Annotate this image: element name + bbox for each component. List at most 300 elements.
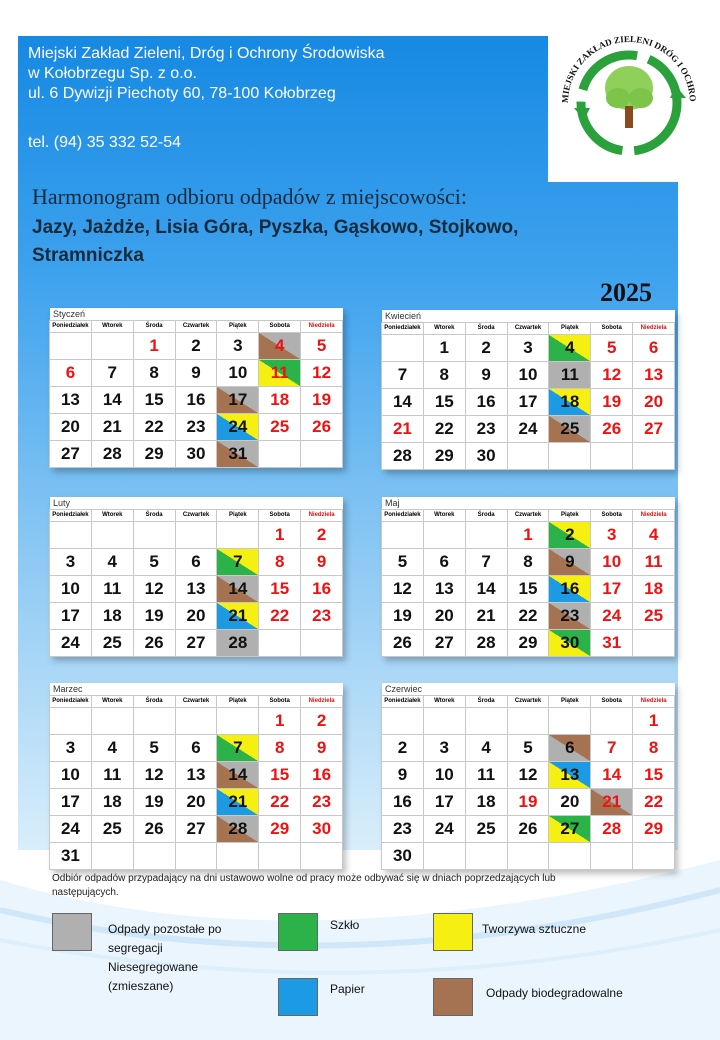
day-cell	[423, 521, 466, 549]
legend-label-glass: Szkło	[330, 918, 360, 932]
day-number: 13	[560, 765, 580, 784]
day-cell	[507, 442, 550, 470]
day-cell	[465, 548, 508, 576]
day-number: 8	[439, 365, 449, 384]
week-row	[50, 333, 343, 360]
week-row	[382, 789, 675, 816]
day-cell	[91, 575, 134, 603]
weekday-label: Środa	[133, 695, 176, 708]
legend-text: (zmieszane)	[108, 979, 174, 993]
day-number: 13	[644, 365, 664, 384]
day-cell	[423, 602, 466, 630]
day-cell	[423, 629, 466, 657]
day-cell	[175, 332, 218, 360]
day-number: 4	[481, 738, 491, 757]
day-number: 12	[602, 365, 622, 384]
day-number: 5	[606, 338, 617, 357]
day-number: 26	[312, 417, 332, 436]
legend-swatch-mixed	[52, 913, 92, 951]
weekday-label: Czwartek	[175, 695, 218, 708]
day-number: 18	[476, 792, 496, 811]
weekday-label: Środa	[133, 320, 176, 333]
day-number: 22	[270, 792, 290, 811]
day-cell	[49, 788, 92, 816]
day-cell	[258, 761, 301, 789]
day-cell	[507, 575, 550, 603]
day-number: 10	[434, 765, 454, 784]
day-cell	[216, 629, 259, 657]
week-row	[50, 603, 343, 630]
month-name: Kwiecień	[382, 310, 675, 323]
day-number: 11	[103, 579, 122, 598]
day-number: 21	[228, 792, 248, 811]
week-row	[382, 843, 675, 870]
day-cell	[632, 761, 675, 789]
day-cell	[258, 386, 301, 414]
calendar-month	[50, 497, 343, 657]
day-cell	[465, 815, 508, 843]
day-number: 13	[186, 579, 206, 598]
weekday-label: Niedziela	[300, 695, 343, 708]
week-row	[50, 789, 343, 816]
day-cell	[49, 575, 92, 603]
day-cell	[548, 707, 591, 735]
day-number: 17	[434, 792, 454, 811]
day-number: 9	[191, 363, 201, 382]
day-number: 15	[434, 392, 454, 411]
day-number: 12	[312, 363, 332, 382]
day-cell	[49, 761, 92, 789]
day-number: 23	[560, 606, 580, 625]
day-cell	[258, 359, 301, 387]
day-number: 22	[144, 417, 164, 436]
day-number: 31	[60, 846, 80, 865]
day-cell	[632, 415, 675, 443]
day-cell	[465, 334, 508, 362]
week-row	[50, 441, 343, 468]
day-number: 10	[60, 765, 80, 784]
day-number: 7	[397, 365, 408, 384]
month-name: Marzec	[50, 683, 343, 696]
day-cell	[300, 413, 343, 441]
day-number: 20	[186, 792, 206, 811]
month-name: Styczeń	[50, 308, 343, 321]
day-number: 10	[60, 579, 80, 598]
week-row	[50, 576, 343, 603]
day-number: 21	[228, 606, 248, 625]
day-cell	[258, 629, 301, 657]
day-cell	[507, 761, 550, 789]
day-cell	[507, 815, 550, 843]
day-number: 15	[644, 765, 664, 784]
day-cell	[91, 440, 134, 468]
day-number: 22	[270, 606, 290, 625]
day-cell	[632, 788, 675, 816]
week-row	[382, 362, 675, 389]
day-cell	[632, 521, 675, 549]
day-number: 14	[602, 765, 622, 784]
day-number: 30	[392, 846, 412, 865]
day-number: 22	[644, 792, 664, 811]
day-number: 12	[144, 765, 164, 784]
weekday-label: Piątek	[216, 509, 259, 522]
day-cell	[133, 575, 176, 603]
day-cell	[465, 521, 508, 549]
day-cell	[507, 788, 550, 816]
day-cell	[465, 415, 508, 443]
day-cell	[175, 602, 218, 630]
day-number: 5	[149, 552, 159, 571]
day-cell	[49, 521, 92, 549]
day-number: 2	[565, 525, 575, 544]
week-row	[50, 387, 343, 414]
day-cell	[632, 388, 675, 416]
day-cell	[49, 413, 92, 441]
day-cell	[175, 788, 218, 816]
day-number: 24	[60, 633, 80, 652]
day-cell	[465, 361, 508, 389]
day-cell	[381, 788, 424, 816]
day-cell	[381, 521, 424, 549]
day-number: 16	[312, 579, 332, 598]
day-number: 1	[149, 336, 159, 355]
week-row	[50, 549, 343, 576]
day-cell	[91, 842, 134, 870]
month-name: Luty	[50, 497, 343, 510]
day-number: 25	[102, 819, 122, 838]
day-number: 3	[233, 336, 243, 355]
day-number: 24	[602, 606, 622, 625]
day-cell	[423, 548, 466, 576]
day-cell	[507, 361, 550, 389]
day-cell	[548, 629, 591, 657]
day-number: 15	[270, 765, 290, 784]
day-cell	[507, 334, 550, 362]
day-number: 29	[518, 633, 538, 652]
day-number: 19	[392, 606, 412, 625]
day-number: 4	[274, 336, 285, 355]
day-cell	[590, 548, 633, 576]
day-cell	[216, 734, 259, 762]
legend-text: segregacji	[108, 941, 163, 955]
day-cell	[91, 386, 134, 414]
day-cell	[258, 734, 301, 762]
day-cell	[91, 734, 134, 762]
day-number: 18	[270, 390, 290, 409]
day-cell	[590, 415, 633, 443]
day-number: 3	[65, 738, 76, 757]
day-number: 27	[560, 819, 580, 838]
day-number: 30	[312, 819, 332, 838]
weekday-label: Piątek	[216, 320, 259, 333]
weekday-label: Sobota	[258, 695, 301, 708]
day-cell	[381, 842, 424, 870]
day-number: 23	[476, 419, 496, 438]
week-row	[382, 522, 675, 549]
day-cell	[507, 842, 550, 870]
legend-text: Niesegregowane	[108, 960, 199, 974]
day-number: 28	[228, 819, 248, 838]
week-row	[382, 603, 675, 630]
weekday-label: Poniedziałek	[381, 509, 424, 522]
day-cell	[632, 575, 675, 603]
day-number: 10	[602, 552, 622, 571]
day-number: 21	[602, 792, 622, 811]
day-cell	[133, 359, 176, 387]
day-cell	[300, 602, 343, 630]
week-row	[382, 630, 675, 657]
day-number: 16	[312, 765, 332, 784]
day-cell	[216, 815, 259, 843]
day-cell	[133, 842, 176, 870]
day-number: 26	[518, 819, 538, 838]
weekday-label: Wtorek	[91, 695, 134, 708]
day-cell	[133, 815, 176, 843]
day-number: 16	[186, 390, 206, 409]
weekday-label: Czwartek	[507, 695, 550, 708]
day-number: 7	[233, 552, 243, 571]
legend-swatch-plastic	[433, 913, 473, 951]
day-cell	[548, 442, 591, 470]
week-row	[382, 416, 675, 443]
day-cell	[507, 548, 550, 576]
day-cell	[300, 707, 343, 735]
day-cell	[91, 602, 134, 630]
day-cell	[548, 521, 591, 549]
phone-number: tel. (94) 35 332 52-54	[28, 134, 181, 151]
day-number: 7	[606, 738, 617, 757]
day-cell	[423, 761, 466, 789]
day-cell	[590, 575, 633, 603]
day-number: 3	[523, 338, 533, 357]
legend-text: Odpady pozostałe po	[108, 922, 222, 936]
day-cell	[300, 548, 343, 576]
day-cell	[465, 602, 508, 630]
day-number: 11	[644, 552, 663, 571]
day-number: 20	[186, 606, 206, 625]
weekday-label: Poniedziałek	[381, 322, 424, 335]
day-cell	[507, 602, 550, 630]
day-number: 28	[392, 446, 412, 465]
day-cell	[300, 734, 343, 762]
week-row	[382, 816, 675, 843]
day-number: 20	[560, 792, 580, 811]
day-number: 12	[518, 765, 538, 784]
day-cell	[216, 548, 259, 576]
day-number: 23	[392, 819, 412, 838]
day-number: 27	[60, 444, 80, 463]
day-number: 30	[476, 446, 496, 465]
day-cell	[258, 332, 301, 360]
day-cell	[216, 602, 259, 630]
day-number: 24	[228, 417, 248, 436]
weekday-label: Czwartek	[175, 509, 218, 522]
day-cell	[381, 602, 424, 630]
week-row	[382, 549, 675, 576]
day-number: 18	[102, 606, 122, 625]
week-row	[50, 762, 343, 789]
day-number: 28	[476, 633, 496, 652]
day-cell	[216, 707, 259, 735]
day-cell	[175, 440, 218, 468]
day-number: 7	[107, 363, 117, 382]
day-cell	[49, 815, 92, 843]
address-line: Miejski Zakład Zieleni, Dróg i Ochrony Środowiska	[28, 45, 385, 62]
day-cell	[49, 548, 92, 576]
day-cell	[91, 413, 134, 441]
day-cell	[91, 548, 134, 576]
weekday-label: Wtorek	[423, 322, 466, 335]
day-cell	[216, 761, 259, 789]
day-number: 7	[233, 738, 243, 757]
day-cell	[381, 548, 424, 576]
day-cell	[49, 359, 92, 387]
day-cell	[381, 734, 424, 762]
legend-label-mixed	[108, 920, 221, 996]
day-number: 14	[392, 392, 412, 411]
day-cell	[258, 815, 301, 843]
day-cell	[590, 734, 633, 762]
day-number: 24	[434, 819, 454, 838]
day-number: 26	[144, 819, 164, 838]
weekday-label: Środa	[465, 322, 508, 335]
day-number: 15	[270, 579, 290, 598]
day-number: 5	[316, 336, 327, 355]
weekday-label: Czwartek	[507, 322, 550, 335]
day-cell	[91, 332, 134, 360]
day-number: 12	[392, 579, 412, 598]
day-cell	[423, 442, 466, 470]
day-number: 14	[476, 579, 496, 598]
day-cell	[175, 359, 218, 387]
day-cell	[258, 413, 301, 441]
week-row	[382, 443, 675, 470]
calendar-month	[382, 497, 675, 657]
day-number: 25	[476, 819, 496, 838]
weekday-label: Poniedziałek	[49, 509, 92, 522]
day-cell	[133, 707, 176, 735]
day-cell	[381, 361, 424, 389]
day-cell	[175, 707, 218, 735]
day-number: 18	[644, 579, 664, 598]
week-row	[382, 389, 675, 416]
day-cell	[423, 388, 466, 416]
day-cell	[465, 761, 508, 789]
day-cell	[49, 842, 92, 870]
company-logo	[548, 24, 710, 182]
day-cell	[632, 707, 675, 735]
day-number: 8	[149, 363, 159, 382]
day-number: 9	[397, 765, 408, 784]
day-number: 9	[316, 738, 327, 757]
address-line: ul. 6 Dywizji Piechoty 60, 78-100 Kołobrzeg	[28, 85, 336, 102]
day-number: 2	[316, 525, 327, 544]
day-cell	[175, 629, 218, 657]
calendar-month	[382, 683, 675, 870]
day-cell	[381, 629, 424, 657]
day-number: 26	[602, 419, 622, 438]
day-cell	[300, 575, 343, 603]
day-number: 28	[602, 819, 622, 838]
day-cell	[175, 521, 218, 549]
weekday-label: Niedziela	[632, 322, 675, 335]
day-number: 20	[60, 417, 80, 436]
week-row	[50, 843, 343, 870]
weekday-label: Wtorek	[91, 509, 134, 522]
day-cell	[216, 332, 259, 360]
day-cell	[300, 359, 343, 387]
day-cell	[300, 761, 343, 789]
day-number: 4	[107, 552, 117, 571]
day-number: 17	[602, 579, 622, 598]
day-cell	[300, 521, 343, 549]
day-cell	[381, 442, 424, 470]
day-number: 13	[186, 765, 206, 784]
address-line: w Kołobrzegu Sp. z o.o.	[28, 65, 197, 82]
day-cell	[175, 575, 218, 603]
day-number: 12	[144, 579, 164, 598]
weekday-label: Sobota	[590, 322, 633, 335]
day-number: 4	[107, 738, 117, 757]
day-cell	[632, 548, 675, 576]
day-cell	[632, 334, 675, 362]
week-row	[382, 708, 675, 735]
day-number: 23	[312, 606, 332, 625]
day-number: 14	[228, 765, 248, 784]
day-number: 1	[439, 338, 449, 357]
week-row	[382, 576, 675, 603]
day-number: 15	[518, 579, 538, 598]
places-list: Jazy, Jażdże, Lisia Góra, Pyszka, Gąskowo, Stojkowo, Stramniczka	[32, 217, 519, 266]
day-cell	[258, 575, 301, 603]
day-cell	[381, 415, 424, 443]
day-number: 27	[186, 633, 206, 652]
schedule-title: Harmonogram odbioru odpadów z miejscowości:	[32, 184, 468, 209]
calendar-month	[50, 683, 343, 870]
day-number: 17	[60, 606, 80, 625]
week-row	[50, 735, 343, 762]
weekday-label: Wtorek	[423, 695, 466, 708]
day-cell	[548, 575, 591, 603]
day-cell	[175, 734, 218, 762]
day-cell	[465, 575, 508, 603]
day-number: 31	[228, 444, 248, 463]
weekday-label: Poniedziałek	[49, 320, 92, 333]
day-cell	[133, 761, 176, 789]
day-number: 16	[392, 792, 412, 811]
weekday-label: Niedziela	[300, 320, 343, 333]
day-cell	[507, 734, 550, 762]
day-number: 20	[434, 606, 454, 625]
day-cell	[133, 440, 176, 468]
day-number: 6	[439, 552, 449, 571]
day-cell	[423, 734, 466, 762]
calendar-month	[382, 310, 675, 470]
day-number: 1	[274, 711, 285, 730]
day-cell	[175, 548, 218, 576]
day-cell	[465, 842, 508, 870]
day-number: 17	[518, 392, 538, 411]
day-number: 9	[316, 552, 327, 571]
day-number: 24	[518, 419, 538, 438]
day-number: 9	[481, 365, 491, 384]
day-cell	[91, 761, 134, 789]
month-name: Maj	[382, 497, 675, 510]
day-cell	[590, 815, 633, 843]
day-number: 2	[397, 738, 408, 757]
day-cell	[632, 629, 675, 657]
day-number: 23	[186, 417, 206, 436]
